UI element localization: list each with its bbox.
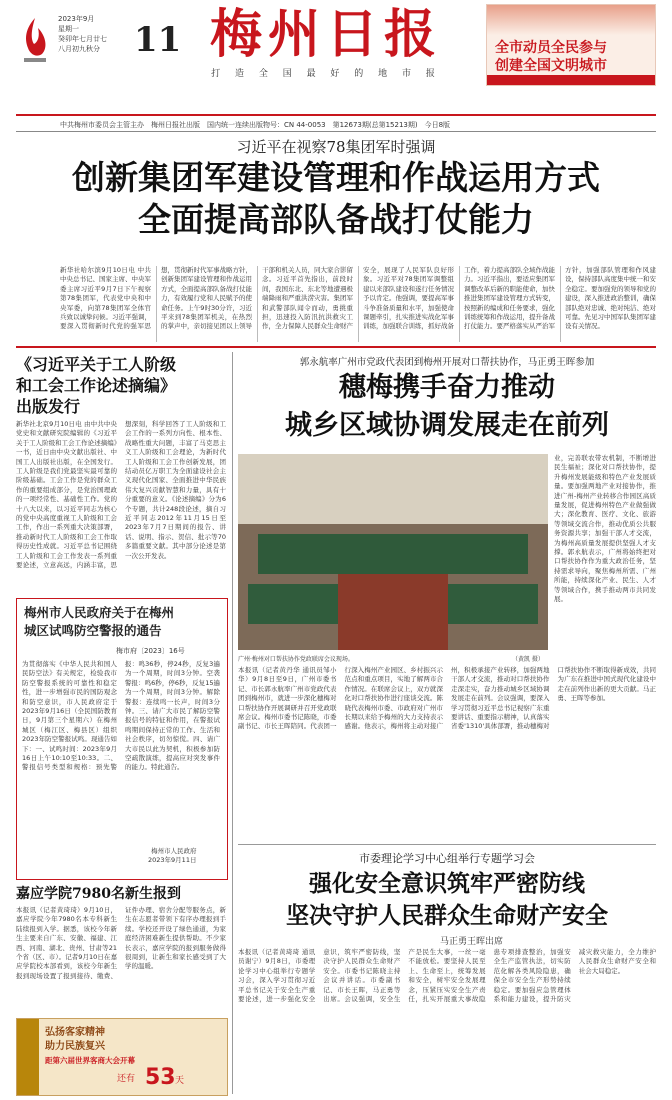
- masthead-date-block: [18, 6, 182, 86]
- notice-signer: 梅州市人民政府: [150, 847, 197, 855]
- left-story-title: [16, 354, 226, 417]
- pubinfo-rule: [16, 131, 656, 132]
- right-story-headline-1: 穗梅携手奋力推动: [339, 372, 555, 403]
- masthead-title: [176, 4, 476, 84]
- date-weekday: 星期一: [58, 25, 79, 33]
- left-story-title-1: 《习近平关于工人阶级: [16, 355, 177, 374]
- bottom-right-byline: 马正勇王晖出席: [440, 937, 504, 947]
- bottom-left-body: 本报讯（记者黄琦琦）9月10日，嘉应学院今年7980名本专科新生陆续报到入学。据悉，该校今年新生主要来自广东、安徽、福建、江西、河南、湖北、贵州、甘肃等21个省（区、市）。记者9月10日在嘉应学院校本部看到，该校今年新生报到现场设置了报到接待、缴费、证件办理、宿舍分配等服务点，新生在志愿者带领下有序办理报到手续。学校还开设了绿色通道，为家庭经济困难新生提供帮助。不少家长表示，嘉应学院的报到服务做得很周到，让新生和家长感受到了大学的温暖。: [16, 906, 226, 980]
- bottom-ad-line-1: 弘扬客家精神: [45, 1027, 105, 1038]
- publication-info: 中共梅州市委员会主管主办 梅州日报社出版 国内统一连续出版物号：CN 44-0053 第12673期(总第15213期) 今日8版: [60, 121, 451, 129]
- notice-signature: [148, 846, 196, 864]
- right-story-headline-2: 城乡区域协调发展走在前列: [285, 410, 609, 441]
- flame-logo-icon: [18, 14, 52, 66]
- date-year-month: 2023年9月: [58, 15, 95, 23]
- bottom-right-headline-2: 坚决守护人民群众生命财产安全: [286, 902, 608, 929]
- left-story-title-2: 和工会工作论述摘编》: [16, 376, 177, 395]
- ad-line-1: 全市动员全民参与: [495, 40, 607, 56]
- notice-title: [24, 604, 220, 640]
- bottom-ad-line-3: 距第六届世界客商大会开幕: [45, 1056, 135, 1065]
- bottom-left-title: 嘉应学院7980名新生报到: [16, 886, 181, 902]
- bottom-right-headline-1: 强化安全意识筑牢严密防线: [309, 870, 585, 897]
- left-story-body: 新华社北京9月10日电 由中共中央党史和文献研究院编辑的《习近平关于工人阶级和工会工作论述摘编》一书，近日由中央文献出版社、中国工人出版社出版，在全国发行。工人阶级是我们党最坚实最可靠的阶级基础。工会工作是党的群众工作的重要组成部分，是党治国理政的一项经常性、基础性工作。党的十八大以来，以习近平同志为核心的党中央高度重视工人阶级和工会工作，作出一系列重大决策部署，推动新时代工人阶级和工会工作取得历史性成就。习近平总书记围绕工人阶级和工会工作发表一系列重要论述，立意高远，内涵丰富，思想深刻，科学回答了工人阶级和工会工作的一系列方向性、根本性、战略性重大问题，丰富了马克思主义工人阶级和工会理论，为新时代工人阶级和工会工作创新发展，团结动员亿万职工为全面建设社会主义现代化国家、全面推进中华民族伟大复兴贡献智慧和力量，具有十分重要的意义。《论述摘编》分为6个专题，共计248段论述，摘自习近平同志2012年11月15日至2023年7月7日期间的报告、讲话、说明、指示、贺信、批示等70多篇重要文献。其中部分论述是第一次公开发表。: [16, 420, 226, 570]
- date-day: 11: [134, 20, 182, 60]
- notice-body: 为贯彻落实《中华人民共和国人民防空法》有关规定，检验我市防空警报系统的可靠性和稳定性，进一步增强市民的国防观念和防空意识，市人民政府定于2023年9月16日（全民国防教育日，9月第三个星期六）在梅州城区（梅江区、梅县区）组织2023年防空警报试鸣。现通告如下：一、试鸣时间：2023年9月16日上午10:10至10:33。二、警报信号类型和规格：预先警报：鸣36秒，停24秒，反复3遍为一个周期，时间3分钟。空袭警报：鸣6秒，停6秒，反复15遍为一个周期，时间3分钟。解除警报：连续鸣一长声，时间3分钟。三、请广大市民了解防空警报信号的特征和作用，在警报试鸣期间保持正常的工作、生活和社会秩序，切勿惊慌。四、请广大市民以此为契机，积极参加防空疏散演练，提高应对突发事件的能力。特此通告。: [22, 660, 220, 772]
- bottom-ad-line-4: 还有: [117, 1074, 136, 1084]
- lead-headline-1: 创新集团军建设管理和作战运用方式: [72, 158, 600, 197]
- notice-sign-date: 2023年9月11日: [148, 856, 197, 864]
- bottom-right-kicker: 市委理论学习中心组举行专题学习会: [359, 852, 535, 865]
- bottom-ad-unit: 天: [175, 1076, 185, 1086]
- date-lunar: 癸卯年七月廿七: [58, 35, 107, 43]
- paper-slogan: 打 造 全 国 最 好 的 地 市 报: [211, 69, 441, 79]
- masthead-rule: [16, 114, 656, 116]
- lead-headline-2: 全面提高部队备战打仗能力: [138, 200, 534, 239]
- ad-banner-image: [487, 5, 655, 35]
- right-story-rule: [238, 844, 656, 845]
- notice-title-2: 城区试鸣防空警报的通告: [24, 623, 162, 638]
- bottom-ad: [16, 1018, 228, 1096]
- ad-footer-bar: [487, 75, 655, 85]
- right-story-kicker: 郭永航率广州市党政代表团到梅州开展对口帮扶协作，马正勇王晖参加: [299, 357, 595, 368]
- photo-caption: 广州·梅州对口帮扶协作党政联席会议现场。: [238, 656, 354, 663]
- ad-emblem-icon: [17, 1019, 39, 1095]
- masthead-ad: [486, 4, 656, 86]
- left-story-title-3: 出版发行: [16, 397, 81, 416]
- right-story-side-body: 业，完善联农带农机制，不断增进民生福祉；深化对口帮扶协作，提升梅州发展能级和特色产业发展质量。要加强两地产业对接协作，推进广州-梅州产业转移合作园区高质量发展，促进梅州特色产业做强做大；深化教育、医疗、文化、旅游等领域交流合作，推动优质公共服务资源共享；加强干部人才交流，为梅州高质量发展提供坚强人才支撑。郭永航表示，广州将始终把对口帮扶协作作为重大政治任务，坚持需求导向，聚焦梅州所需、广州所能，持续深化产业、民生、人才等领域合作，携手推动两市共同发展。: [554, 454, 656, 604]
- bottom-right-body: 本报讯（记者黄琦琦 通讯员谢宁）9月8日，市委理论学习中心组举行专题学习会，深入学习贯彻习近平总书记关于安全生产重要论述，进一步强化安全意识，筑牢严密防线，坚决守护人民群众生命财产安全。市委书记陈晓主持会议并讲话。市委副书记、市长王晖，马正勇等出席。会议强调，安全生产是民生大事，一丝一毫不能放松。要坚持人民至上、生命至上，统筹发展和安全，树牢安全发展理念，压紧压实安全生产责任，扎实开展重大事故隐患专项排查整治，加强安全生产监管执法，切实防范化解各类风险隐患，确保全市安全生产形势持续稳定。要加强应急管理体系和能力建设，提升防灾减灾救灾能力，全力维护人民群众生命财产安全和社会大局稳定。: [238, 948, 656, 1004]
- bottom-ad-line-2: 助力民族复兴: [45, 1041, 105, 1052]
- paper-name: 梅州日报: [209, 4, 442, 65]
- notice-title-1: 梅州市人民政府关于在梅州: [24, 605, 175, 620]
- notice-docnum: 梅市府〔2023〕16号: [116, 647, 185, 655]
- meeting-photo: [238, 454, 548, 650]
- lead-body: 新华社哈尔滨9月10日电 中共中央总书记、国家主席、中央军委主席习近平9月7日下午视察第78集团军，代表党中央和中央军委，向第78集团军全体官兵致以诚挚问候。习近平强调，要深入贯彻新时代党的强军思想，贯彻新时代军事战略方针，创新集团军建设管理和作战运用方式，全面提高部队备战打仗能力，有效履行党和人民赋予的使命任务。上午9时30分许，习近平来到78集团军机关，在热烈的掌声中，亲切接见团以上领导干部和机关人员，同大家合影留念。习近平首先指出，前段时间，我国东北、东北等地遭遇极端降雨和严重洪涝灾害。集团军和武警部队闻令而动，勇挑重担，迅速投入防汛抗洪救灾工作，全力保障人民群众生命财产安全，展现了人民军队良好形象。习近平对78集团军调整组建以来部队建设和遂行任务情况予以肯定。他强调，要提高军事斗争准备质量和水平，加强使命课题牵引，扎实推进实战化军事训练，加强联合训练，抓好战备工作，着力提高部队全域作战能力。习近平指出，要适应集团军调整改革后新的职能使命，加快推进集团军建设管理方式转变，按照新的编成和任务要求，强化训练统筹和作战运用，提升备战打仗能力。要严格落实从严治军方针，加强部队管理和作风建设，保持部队高度集中统一和安全稳定。要加强党的领导和党的建设，深入推进政治整训，确保部队绝对忠诚、绝对纯洁、绝对可靠。先见习中国军队集团军建设有关情况。: [60, 266, 656, 331]
- lead-kicker: 习近平在视察78集团军时强调: [236, 138, 436, 156]
- right-story-body: 本报讯（记者黄丹华 通讯员邹小华）9月8日至9日，广州市委书记、市长郭永航率广州市党政代表团到梅州市，就进一步深化穗梅对口帮扶协作开展调研并召开党政联席会议。梅州市委书记陈晓，市委副书记、市长王晖陪同。代表团一行深入梅州产业园区、乡村振兴示范点和重点项目，实地了解两市合作情况。在联席会议上，双方就深化对口帮扶协作进行座谈交流。陈晓代表梅州市委、市政府对广州市长期以来给予梅州的大力支持表示感谢。他表示，梅州将主动对接广州，积极承接产业转移，加强两地干部人才交流，推动对口帮扶协作走深走实，奋力推动城乡区域协调发展走在前列。会议强调，要深入学习贯彻习近平总书记视察广东重要讲话、重要指示精神，认真落实省委'1310'具体部署，推动穗梅对口帮扶协作不断取得新成效，共同为广东在推进中国式现代化建设中走在前列作出新的更大贡献。马正勇、王晖等参加。: [238, 666, 656, 731]
- date-solar-term: 八月初九秋分: [58, 45, 100, 53]
- bottom-ad-days: 53: [145, 1065, 176, 1090]
- photo-credit: （黄凯 摄）: [512, 656, 544, 663]
- lead-rule: [16, 346, 656, 348]
- column-divider: [232, 352, 233, 1094]
- ad-line-2: 创建全国文明城市: [495, 58, 607, 74]
